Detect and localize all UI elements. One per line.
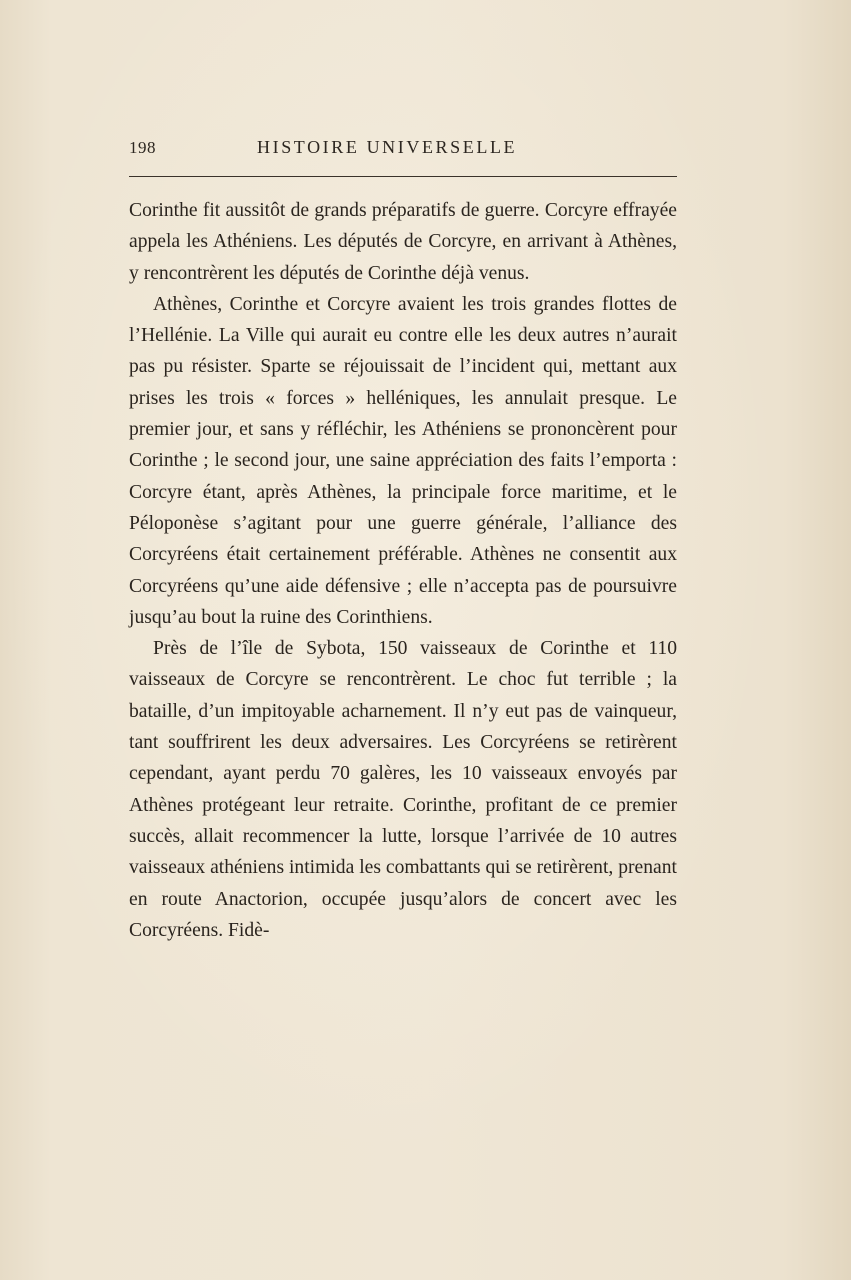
header-rule	[129, 176, 677, 177]
page-header	[129, 136, 677, 164]
paragraph-3: Près de l’île de Sybota, 150 vaisseaux de Corinthe et 110 vaisseaux de Corcyre se rencontrèrent. Le choc fut terrible ; la bataille, d’un impitoyable acharnement. Il n’y eut pas de vainqueur, tant souffrirent les deux adversaires. Les Corcyréens se retirèrent cependant, ayant perdu 70 galères, les 10 vaisseaux envoyés par Athènes protégeant leur retraite. Corinthe, profitant de ce premier succès, allait recommencer la lutte, lorsque l’arrivée de 10 autres vaisseaux athéniens intimida les combattants qui se retirèrent, prenant en route Anactorion, occupée jusqu’alors de concert avec les Corcyréens. Fidè-	[129, 638, 677, 941]
paragraph-1: Corinthe fit aussitôt de grands préparatifs de guerre. Corcyre effrayée appela les Athéniens. Les députés de Corcyre, en arrivant à Athènes, y rencontrèrent les députés de Corinthe déjà venus.	[129, 200, 677, 284]
running-title: HISTOIRE UNIVERSELLE	[257, 137, 518, 157]
body-text	[129, 195, 677, 946]
page-number: 198	[129, 138, 156, 157]
paragraph-2: Athènes, Corinthe et Corcyre avaient les trois grandes flottes de l’Hellénie. La Ville qui aurait eu contre elle les deux autres n’aurait pas pu résister. Sparte se réjouissait de l’incident qui, mettant aux prises les trois « forces » helléniques, les annulait presque. Le premier jour, et sans y réfléchir, les Athéniens se prononcèrent pour Corinthe ; le second jour, une saine appréciation des faits l’emporta : Corcyre étant, après Athènes, la principale force maritime, et le Péloponèse s’agitant pour une guerre générale, l’alliance des Corcyréens était certainement préférable. Athènes ne consentit aux Corcyréens qu’une aide défensive ; elle n’accepta pas de poursuivre jusqu’au bout la ruine des Corinthiens.	[129, 293, 677, 628]
